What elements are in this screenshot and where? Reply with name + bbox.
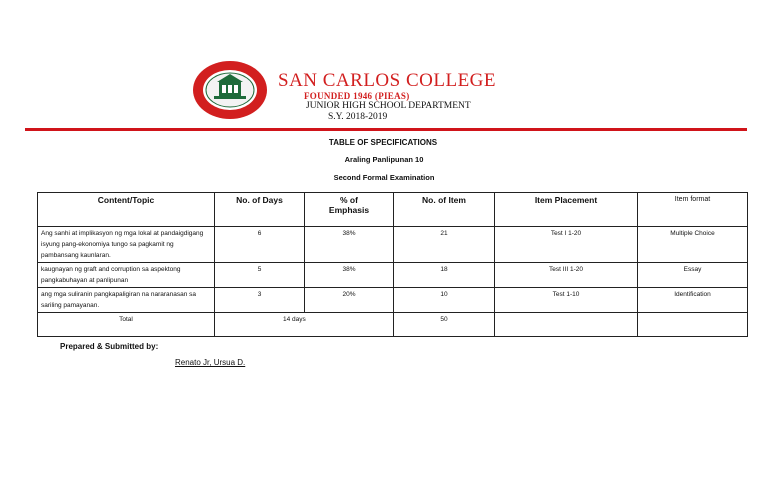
table-row: [38, 263, 748, 288]
signer-name: Renato Jr, Ursua D.: [175, 358, 246, 367]
cell-emphasis: 38%: [305, 227, 394, 263]
table-row: [38, 288, 748, 313]
header-item-placement: Item Placement: [495, 193, 638, 227]
table-header-row: [38, 193, 748, 227]
header-item-format: Item format: [638, 193, 748, 227]
founded-line: FOUNDED 1946 (PIEAS): [304, 91, 410, 101]
cell-topic: kaugnayan ng graft and corruption sa aspektong pangkabuhayan at panlipunan: [38, 263, 215, 288]
total-placement-empty: [495, 313, 638, 337]
table-total-row: [38, 313, 748, 337]
cell-items: 18: [394, 263, 495, 288]
subject-title: Araling Panlipunan 10: [344, 155, 424, 164]
cell-placement: Test I 1-20: [495, 227, 638, 263]
prepared-by-label: Prepared & Submitted by:: [60, 342, 159, 351]
cell-days: 3: [215, 288, 305, 313]
cell-format: Essay: [638, 263, 748, 288]
cell-placement: Test III 1-20: [495, 263, 638, 288]
doc-title: TABLE OF SPECIFICATIONS: [328, 138, 438, 147]
total-label: Total: [38, 313, 215, 337]
cell-days: 6: [215, 227, 305, 263]
exam-title: Second Formal Examination: [333, 173, 435, 182]
cell-items: 21: [394, 227, 495, 263]
cell-topic: ang mga suliranin pangkapaligiran na nararanasan sa sariling pamayanan.: [38, 288, 215, 313]
header-content-topic: Content/Topic: [38, 193, 215, 227]
specification-table: [37, 192, 748, 337]
cell-format: Identification: [638, 288, 748, 313]
cell-placement: Test 1-10: [495, 288, 638, 313]
college-name: SAN CARLOS COLLEGE: [278, 70, 497, 91]
header-no-of-days: No. of Days: [215, 193, 305, 227]
college-seal: [192, 60, 268, 120]
cell-days: 5: [215, 263, 305, 288]
cell-items: 10: [394, 288, 495, 313]
header-percent-emphasis: % of Emphasis: [305, 193, 394, 227]
total-items: 50: [394, 313, 495, 337]
cell-emphasis: 20%: [305, 288, 394, 313]
cell-emphasis: 38%: [305, 263, 394, 288]
cell-format: Multiple Choice: [638, 227, 748, 263]
department-line: JUNIOR HIGH SCHOOL DEPARTMENT: [306, 101, 471, 111]
total-format-empty: [638, 313, 748, 337]
school-year: S.Y. 2018-2019: [328, 112, 388, 122]
table-row: [38, 227, 748, 263]
cell-topic: Ang sanhi at implikasyon ng mga lokal at pandaigdigang isyung pang-ekonomiya tungo sa pagkamit ng pambansang kaunlaran.: [38, 227, 215, 263]
header-no-of-item: No. of Item: [394, 193, 495, 227]
header-divider: [25, 128, 747, 131]
total-days: 14 days: [215, 313, 394, 337]
